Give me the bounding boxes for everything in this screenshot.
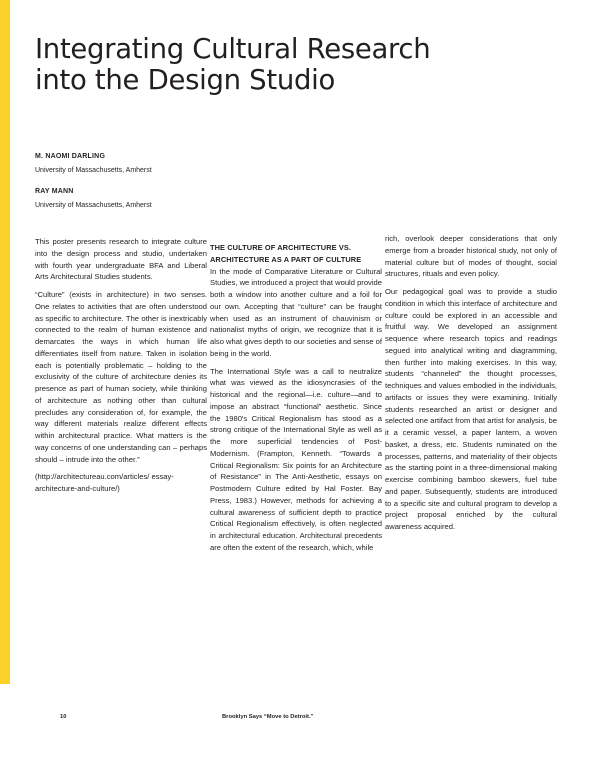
citation-link: (http://architectureau.com/articles/ essay-architecture-and-culture/) (35, 472, 174, 493)
quote-paragraph: “Culture” (exists in architecture) in two senses. One relates to activities that are often understood as specific to architecture. The other is inextricably connected to the realm of human existence and demarcates the ways in which human life differentiates itself from nature. Taken in isolation each is potentially problematic – holding to the exclusivity of the culture of architecture denies its presence as part of human society, while thinking of architecture as nothing other than cultural precludes any consideration of, for example, the way different materials realize different effects within architectural practice. What matters is the way concerns of one understanding can – perhaps should – intrude into the other.” (35, 290, 207, 464)
author-name: RAY MANN (35, 188, 74, 195)
accent-bar (0, 0, 10, 684)
title-line-1: Integrating Cultural Research (35, 33, 431, 65)
author-affiliation: University of Massachusetts, Amherst (35, 202, 152, 209)
running-title: Brooklyn Says “Move to Detroit.” (222, 714, 314, 720)
body-column-1 (35, 236, 207, 501)
paragraph: This poster presents research to integrate culture into the design process and studio, undertaken with fourth year undergraduate BFA and Liberal Arts Architectural Studies students. (35, 237, 207, 282)
author-2 (35, 187, 152, 211)
author-1 (35, 152, 152, 176)
author-affiliation: University of Massachusetts, Amherst (35, 167, 152, 174)
paragraph: Our pedagogical goal was to provide a studio condition in which this interface of architecture and culture could be explored in an accessible and fruitful way. We developed an assignment sequence where research topics and readings segued into analytical writing and diagramming, then further into making exercises. In this way, students “channeled” the thought processes, techniques and values embodied in the individuals, artifacts or issues they were examining. Initially students researched an artist or designer and selected one artifact from that artist for analysis, be it a ceramic vessel, a paper lantern, a woven basket, a dress, etc. Students ruminated on the processes, patterns, and materiality of their objects as the starting point in a three-dimensional making exercise combining bamboo skewers, fuel tube and paper. Subsequently, students are introduced to a specific site and cultural program to develop a project proposal enriched by the cultural awareness acquired. (385, 287, 557, 531)
page-title (35, 34, 575, 96)
paragraph: The International Style was a call to neutralize what was viewed as the idiosyncrasies of the historical and the regional—i.e. culture—and to impose an abstract “functional” aesthetic. Since the 1980's Critical Regionalism has stood as a strong critique of the International Style as well as the more superficial tendencies of Post-Modernism. (Frampton, Kenneth. “Towards a Critical Regionalism: Six points for an Architecture of Resistance” in The Anti-Aesthetic, essays on Postmodern Culture edited by Hal Foster. Bay Press, 1983.) However, methods for achieving a cultural awareness of sufficient depth to practice Critical Regionalism effectively, is often neglected in architectural education. Architectural precedents are often the extent of the research, which, while (210, 366, 382, 552)
title-line-2: into the Design Studio (35, 64, 335, 96)
page-number: 10 (60, 714, 67, 720)
body-column-2 (210, 236, 382, 554)
section-heading: THE CULTURE OF ARCHITECTURE VS. ARCHITECTURE AS A PART OF CULTURE (210, 243, 362, 264)
author-name: M. NAOMI DARLING (35, 153, 106, 160)
body-column-3 (385, 233, 557, 533)
paragraph: rich, overlook deeper considerations that only emerge from a broader historical study, not only of material culture but of modes of thought, social structures, rituals and even policy. (385, 234, 557, 279)
paragraph: In the mode of Comparative Literature or Cultural Studies, we introduced a project that would provide both a window into another culture and a foil for our own. Accepting that “culture” can be fraught when used as an instrument of chauvinism or nationalist myths of origin, we recognize that it is also what gives depth to our societies and sense of being in the world. (210, 266, 382, 358)
